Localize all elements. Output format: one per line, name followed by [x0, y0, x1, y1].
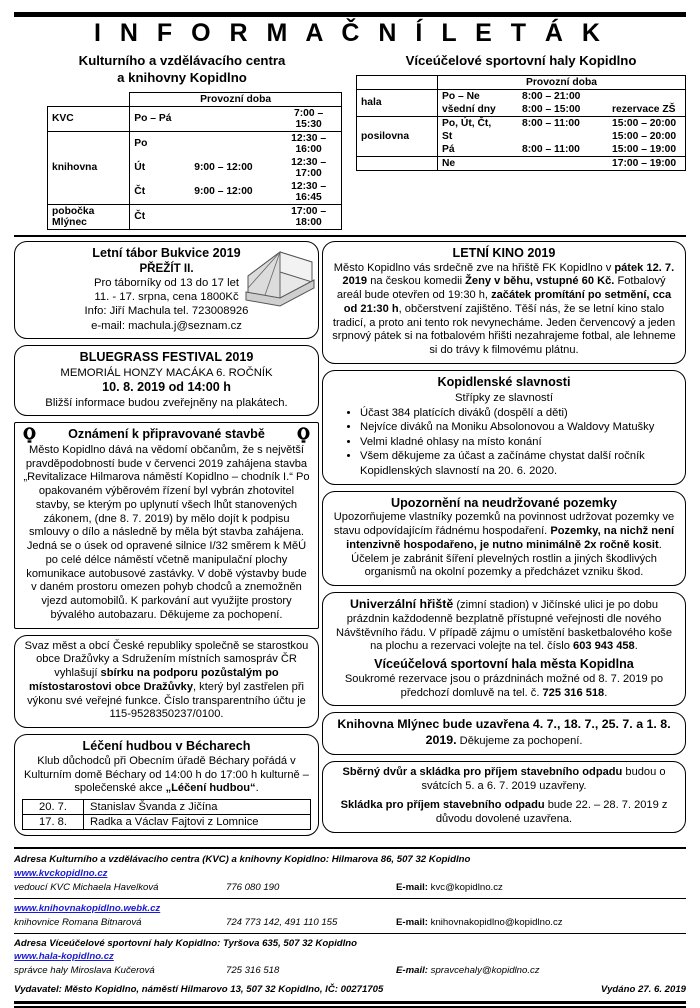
library-phone: 724 773 142, 491 110 155 [226, 916, 338, 928]
waste-p2: bude 22. – 28. 7. 2019 z důvodu dovolené uzavřena. [435, 799, 668, 825]
kvc-contact-group [14, 867, 686, 895]
list-item: • Velmi kladné ohlasy na místo konání [360, 435, 678, 450]
construction-notice-box [14, 422, 319, 629]
row-time2: 17:00 – 19:00 [608, 156, 686, 170]
cinema-b3: začátek promítání po setmění, cca od 21:30 h [343, 289, 672, 315]
row-label: posilovna [357, 116, 438, 156]
music-therapy-box [14, 734, 319, 836]
kvc-person: vedoucí KVC Michaela Havelková [14, 881, 159, 893]
top-divider [14, 12, 686, 17]
playground-and-hall-box [322, 592, 686, 706]
summer-cinema-box [322, 241, 686, 364]
construction-title-row [22, 427, 311, 444]
hall-b3: 725 316 518 [542, 686, 605, 699]
charity-collection-box [14, 635, 319, 729]
row-time1: 8:00 – 11:00 [518, 116, 608, 130]
library-website-link[interactable]: www.knihovnakopidlno.webk.cz [14, 902, 161, 914]
cinema-b1: pátek 12. 7. 2019 [342, 261, 675, 288]
row-day: Po [130, 131, 191, 156]
land-title: Upozornění na neudržované pozemky [390, 495, 617, 510]
music-title: Léčení hudbou v Bécharech [82, 739, 251, 754]
kvc-hours-header: Provozní doba [130, 92, 342, 106]
kvc-heading [14, 53, 350, 87]
camp-subtitle: PŘEŽÍT II. [139, 261, 194, 275]
hall-email-cell [396, 964, 686, 978]
hall-heading: Víceúčelové sportovní haly Kopidlno [405, 53, 637, 68]
row-time2: 12:30 – 16:45 [276, 180, 341, 205]
kvc-website-link[interactable]: www.kvckopidlno.cz [14, 867, 108, 879]
library-closure-body [330, 717, 678, 749]
camp-line4: e-mail: machula.j@seznam.cz [91, 319, 242, 332]
footer-contacts [14, 853, 686, 997]
row-day: Po – Ne [438, 89, 519, 103]
camp-line2: 11. - 17. srpna, cena 1800Kč [94, 291, 239, 304]
hot-air-balloon-icon [22, 427, 37, 444]
event-performer: Radka a Václav Fajtovi z Lomnice [84, 815, 311, 830]
cinema-body [330, 262, 678, 358]
library-email-label: E-mail: [396, 916, 428, 928]
hall-person: správce haly Miroslava Kučerová [14, 965, 155, 977]
row-time2: 15:00 – 19:00 [608, 143, 686, 157]
row-label: knihovna [48, 131, 130, 204]
row-day: Po, Út, Čt, [438, 116, 519, 130]
row-time1 [190, 131, 276, 156]
row-day: všední dny [438, 103, 519, 117]
playground-p1: (zimní stadion) v Jičínské ulici je po dobu prázdnin každodenně bezplatně přístupné veřejnosti dle nového Návštěvního řádu. V případě zájmu o umístění basketbalového koše na plochu a rezervaci volejte na tel. číslo [335, 599, 673, 653]
row-time1 [190, 204, 276, 229]
row-label: hala [357, 89, 438, 116]
row-time1: 8:00 – 11:00 [518, 143, 608, 157]
row-time1: 9:00 – 12:00 [190, 180, 276, 205]
music-bold: „Léčení hudbou“ [165, 782, 256, 795]
list-item: • Účast 384 platících diváků (dospělí a děti) [360, 406, 678, 421]
camp-line1: Pro táborníky od 13 do 17 let [93, 277, 240, 289]
land-b1: Pozemky, na nichž není intenzivně hospodařeno, je nutno minimálně 2x ročně kosit [346, 525, 675, 551]
cinema-p1: Město Kopidlno vás srdečně zve na hřiště FK Kopidlno v [333, 261, 615, 274]
publisher-info: Vydavatel: Město Kopidlno, náměstí Hilmarovo 13, 507 32 Kopidlno, IČ: 00271705 [14, 984, 384, 996]
row-time2: 12:30 – 16:00 [276, 131, 341, 156]
hall-reservations-title: Víceúčelová sportovní hala města Kopidlna [374, 657, 634, 672]
playground-body [330, 597, 678, 654]
page-title: I N F O R M A Č N Í L E T Á K [94, 19, 606, 47]
row-time1 [518, 130, 608, 143]
library-closure-note: Děkujeme za pochopení. [456, 735, 583, 747]
table-header-row [357, 75, 686, 89]
row-day: Čt [130, 204, 191, 229]
kvc-heading-line1: Kulturního a vzdělávacího centra [78, 53, 286, 68]
event-performer: Stanislav Švanda z Jičína [84, 800, 311, 815]
row-label: pobočka Mlýnec [48, 204, 130, 229]
hall-block [356, 53, 686, 171]
waste-line2 [330, 799, 678, 827]
section-divider [14, 235, 686, 237]
left-column [14, 241, 319, 842]
opening-hours-section [14, 53, 686, 230]
table-row [23, 815, 311, 830]
hall-phone: 725 316 518 [226, 965, 280, 977]
charity-text [22, 640, 311, 723]
event-date: 17. 8. [23, 815, 84, 830]
row-time2 [608, 89, 686, 103]
hall-website-link[interactable]: www.hala-kopidlno.cz [14, 951, 114, 963]
row-label: KVC [48, 106, 130, 131]
row-time1 [518, 156, 608, 170]
issue-date: Vydáno 27. 6. 2019 [600, 984, 686, 996]
hall-hours-header: Provozní doba [438, 75, 686, 89]
cinema-p4: , občerstvení zajištěno. Těší nás, že se letní kino stalo tradicí, a proto ani tento rok nevynecháme. Jeden červencový a jeden srpnový pátek si na fotbalovém hřišti nezahrajeme fotbal, ale lehneme si do trávy k filmovému plátnu. [332, 302, 676, 357]
camp-line3: Info: Jiří Machula tel. 723008926 [84, 305, 249, 318]
row-day: Ne [438, 156, 519, 170]
library-email: knihovnakopidlno@kopidlno.cz [430, 916, 563, 928]
hall-reservations-body [330, 673, 678, 701]
library-contact-row [14, 916, 686, 930]
row-label [357, 156, 438, 170]
cinema-title: LETNÍ KINO 2019 [452, 245, 556, 260]
row-day: Po – Pá [130, 106, 191, 131]
music-line1-end: . [255, 782, 259, 795]
kvc-heading-line2: a knihovny Kopidlno [117, 69, 247, 85]
library-contact-group [14, 902, 686, 930]
list-item: • Nejvíce diváků na Moniku Absolonovou a Waldovy Matušky [360, 420, 678, 435]
footer-inner-divider [14, 898, 686, 899]
music-intro [22, 755, 311, 796]
right-column [322, 241, 686, 839]
row-time1 [190, 106, 276, 131]
row-time1: 8:00 – 15:00 [518, 103, 608, 117]
bluegrass-box [14, 345, 319, 416]
celebration-bullet-list [330, 406, 678, 479]
table-row [48, 131, 342, 156]
library-closure-box [322, 712, 686, 755]
cinema-b2: Ženy v běhu, vstupné 60 Kč. [465, 275, 615, 288]
library-person: knihovnice Romana Bitnarová [14, 916, 142, 928]
kvc-contact-row [14, 881, 686, 895]
summer-camp-box [14, 241, 319, 339]
row-day: Út [130, 156, 191, 180]
waste-yard-box [322, 761, 686, 833]
library-email-cell [396, 916, 686, 930]
bottom-divider [14, 1001, 686, 1008]
table-header-row [48, 92, 342, 106]
empty-corner-cell [357, 75, 438, 89]
kvc-email-label: E-mail: [396, 881, 428, 893]
event-date: 20. 7. [23, 800, 84, 815]
hot-air-balloon-icon [296, 427, 311, 444]
bluegrass-note: Bližší informace budou zveřejněny na plakátech. [45, 396, 288, 409]
table-row [357, 116, 686, 130]
town-celebration-box [322, 370, 686, 485]
music-schedule-table [22, 799, 311, 830]
charity-bold: sbírku na podporu pozůstalým po místostarostovi obce Dražůvky [29, 667, 279, 693]
hall-p3: Soukromé rezervace jsou o prázdninách možné od 8. 7. 2019 po předchozí domluvě na tel. č. [344, 672, 664, 699]
hall-email: spravcehaly@kopidlno.cz [430, 965, 540, 977]
bluegrass-subtitle: MEMORIÁL HONZY MACÁKA 6. ROČNÍK [60, 366, 273, 379]
waste-b1: Sběrný dvůr a skládka pro příjem stavebního odpadu [342, 765, 623, 778]
table-row [48, 204, 342, 229]
row-time2: 15:00 – 20:00 [608, 130, 686, 143]
kvc-email-cell [396, 881, 686, 895]
row-time2: 15:00 – 20:00 [608, 116, 686, 130]
row-day: Pá [438, 143, 519, 157]
table-row [48, 106, 342, 131]
row-time1: 8:00 – 21:00 [518, 89, 608, 103]
land-p2: . Účelem je zabránit šíření plevelných rostlin a jiných škodlivých organismů na okolní pozemky a předcházet vzniku škod. [351, 538, 662, 579]
row-time1: 9:00 – 12:00 [194, 162, 253, 174]
kvc-email: kvc@kopidlno.cz [430, 881, 503, 893]
table-row [357, 156, 686, 170]
construction-body: Město Kopidlno dává na vědomí občanům, že s největší pravděpodobností bude v červenci 2019 zahájena stavba „Revitalizace Hilmarova náměstí Kopidlno – chodník I.“ Po opakovaném výběrovém řízení byl vybrán zhotovitel stavby, se kterým po uplynutí všech lhůt stanovených zákonem, (dne 8. 7. 2019) by mělo dojít k podpisu smlouvy o dílo a následně by měla být stavba zahájena. Jedná se o úsek od opravené silnice I/32 směrem k MěÚ po celé délce náměstí včetně manipulační plochy komunikace autobusové zastávky. V době výstavby bude v daném prostoru omezen pohyb chodců a znemožněn vjezd automobilů. K parkování aut využijte prostory bývalého autobazaru. Děkujeme za pochopení. [23, 443, 310, 621]
bluegrass-date: 10. 8. 2019 od 14:00 h [102, 379, 231, 394]
waste-p1: budou o svátcích 5. a 6. 7. 2019 uzavřeny. [421, 765, 666, 792]
row-time2: 7:00 – 15:30 [276, 106, 341, 131]
publisher-row [14, 983, 686, 997]
unmaintained-land-box [322, 491, 686, 586]
footer-inner-divider [14, 933, 686, 934]
playground-b2: 603 943 458 [573, 640, 635, 653]
hall-email-label: E-mail: [396, 965, 428, 977]
celebration-title: Kopidlenské slavnosti [437, 374, 571, 389]
cinema-p3: Fotbalový areál bude otevřen od 19:30 h, [336, 275, 666, 302]
table-row [23, 800, 311, 815]
hall-p4: . [604, 686, 608, 699]
kvc-address: Adresa Kulturního a vzdělávacího centra (KVC) a knihovny Kopidlno: Hilmarova 86, 507 32 Kopidlno [14, 854, 471, 866]
list-item: • Všem děkujeme za účast a začínáme chystat další ročník Kopidlenských slavností na 20. 6. 2020. [360, 449, 678, 478]
waste-line1 [330, 766, 678, 794]
row-day: St [438, 130, 519, 143]
charity-part1: Svaz měst a obcí České republiky společně se starostkou obce Dražůvky a Sdružením místních samospráv ČR vyhlašují [24, 639, 309, 680]
hall-hours-table [356, 75, 686, 171]
camp-title: Letní tábor Bukvice 2019 [92, 245, 241, 260]
hall-contact-group [14, 950, 686, 978]
music-line1: Klub důchodců při Obecním úřadě Béchary pořádá v Kulturním domě Béchary od 14:00 h do 17:00 h kulturně – společenské akce [24, 754, 309, 795]
row-time2: 17:00 – 18:00 [276, 204, 341, 229]
footer-divider [14, 847, 686, 849]
playground-p2: . [634, 640, 638, 653]
kvc-phone: 776 080 190 [226, 881, 280, 893]
kvc-hours-table [47, 92, 342, 230]
row-day: Čt [130, 180, 191, 205]
empty-corner-cell [48, 92, 130, 106]
construction-title: Oznámení k připravované stavbě [68, 427, 265, 442]
row-time2: 12:30 – 17:00 [276, 156, 341, 180]
waste-b2: Skládka pro příjem stavebního odpadu [340, 799, 545, 812]
land-body [330, 511, 678, 580]
library-closure-bold: Knihovna Mlýnec bude uzavřena 4. 7., 18. 7., 25. 7. a 1. 8. 2019. [337, 717, 671, 747]
content-columns [14, 241, 686, 842]
tent-illustration [240, 248, 318, 310]
celebration-subtitle: Střípky ze slavností [455, 391, 553, 404]
playground-b1: Univerzální hřiště [349, 597, 454, 612]
cinema-p2: na českou komedii [367, 275, 466, 288]
charity-part2: , který byl zastřelen při výkonu své veřejné funkce. Číslo transparentního účtu je 115-9528350237/0100. [27, 680, 306, 721]
table-row [357, 89, 686, 103]
kvc-block [14, 53, 350, 230]
bluegrass-title: BLUEGRASS FESTIVAL 2019 [79, 349, 254, 364]
hall-contact-row [14, 964, 686, 978]
hall-address: Adresa Víceúčelové sportovní haly Kopidlno: Tyršova 635, 507 32 Kopidlno [14, 937, 357, 949]
row-time2: rezervace ZŠ [608, 103, 686, 117]
land-p1: Upozorňujeme vlastníky pozemků na povinnost udržovat pozemky ve stavu odpovídajícím řádnému hospodaření. [333, 511, 675, 538]
